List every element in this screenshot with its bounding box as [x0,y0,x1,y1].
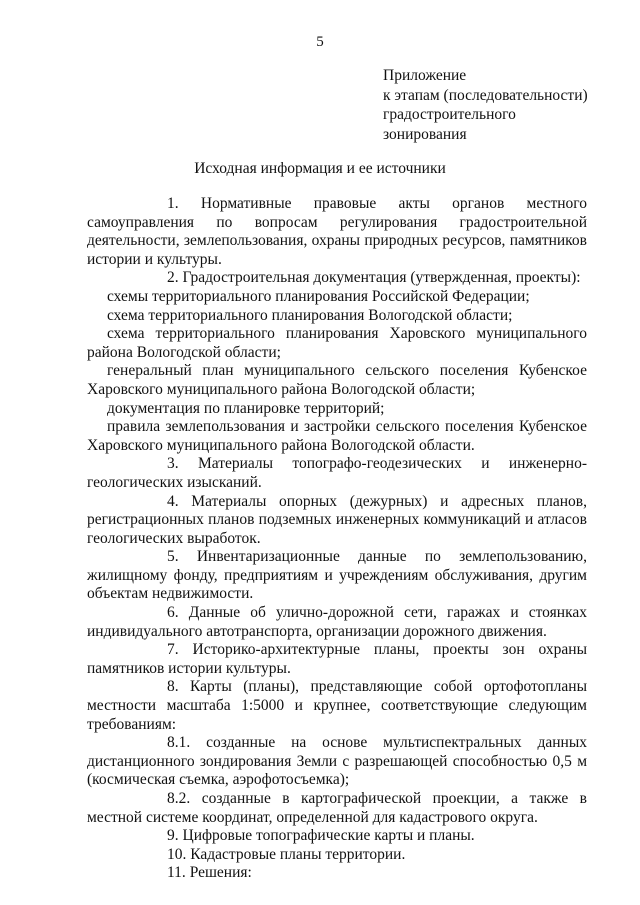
item-number: 8.2. [167,790,191,807]
item-text: Карты (планы), представляющие собой ортофотопланы местности масштаба 1:5000 и крупнее, соответствующие следующим требованиям: [87,678,587,733]
paragraph-2 [87,269,587,288]
item-text: Инвентаризационные данные по землепользованию, жилищному фонду, предприятиям и учреждениям обслуживания, другим объектам недвижимости. [87,548,588,603]
item-number: 6. [167,604,179,622]
item-text: Градостроительная документация (утвержденная, проекты): [182,269,581,287]
item-text: Цифровые топографические карты и планы. [182,827,475,845]
paragraph-9 [87,827,587,846]
paragraph-5 [87,548,587,604]
item-text: созданные на основе мультиспектральных данных дистанционного зондирования Земли с разрешающей способностью 0,5 м (космическая съемка, аэрофотосъемка); [87,734,588,789]
paragraph-10 [87,846,587,865]
item-number: 1. [167,195,179,212]
item-text: схемы территориального планирования Российской Федерации; [107,287,530,305]
item-number: 3. [167,455,179,473]
section-heading: Исходная информация и ее источники [194,160,446,177]
item-text: правила землепользования и застройки сельского поселения Кубенское Харовского муниципального района Вологодской области. [87,418,587,454]
paragraph-2-sub [87,307,587,326]
item-text: Историко-архитектурные планы, проекты зон охраны памятников истории культуры. [87,641,588,677]
item-text: документация по планировке территорий; [107,399,385,417]
paragraph-6 [87,604,587,641]
item-number: 2. [167,269,179,287]
paragraph-1 [87,195,587,269]
paragraph-11 [87,864,587,883]
item-number: 5. [167,548,179,566]
paragraph-8-2 [87,790,587,827]
item-text: схема территориального планирования Вологодской области; [107,306,513,324]
item-number: 7. [167,641,179,659]
body-text [87,195,587,883]
appendix-line: к этапам (последовательности) [383,86,588,104]
appendix-block [383,66,588,144]
paragraph-2-sub [87,325,587,362]
paragraph-8-1 [87,734,587,790]
paragraph-3 [87,455,587,492]
appendix-line: градостроительного [383,106,516,123]
item-number: 8. [167,678,179,696]
paragraph-2-sub [87,362,587,399]
item-text: генеральный план муниципального сельского поселения Кубенское Харовского муниципального района Вологодской области; [87,362,587,398]
item-text: Нормативные правовые акты органов местного самоуправления по вопросам регулирования градостроительной деятельности, землепользования, охраны природных ресурсов, памятников истории и культуры. [87,195,588,268]
paragraph-8 [87,678,587,734]
item-text: созданные в картографической проекции, а также в местной системе координат, определенной для кадастрового округа. [87,790,587,826]
paragraph-4 [87,493,587,549]
item-text: Решения: [189,864,252,882]
item-number: 4. [167,492,179,510]
item-text: Материалы топографо-геодезических и инженерно-геологических изысканий. [87,455,587,491]
item-text: Кадастровые планы территории. [190,845,406,863]
item-number: 10. [167,845,187,863]
item-text: схема территориального планирования Харовского муниципального района Вологодской области; [87,325,587,361]
appendix-line: зонирования [383,125,467,143]
item-text: Данные об улично-дорожной сети, гаражах и стоянках индивидуального автотранспорта, организации дорожного движения. [87,604,587,640]
page-number: 5 [316,34,324,50]
item-number: 11. [167,864,186,882]
item-number: 8.1. [167,734,191,752]
appendix-line: Приложение [383,67,467,84]
item-text: Материалы опорных (дежурных) и адресных планов, регистрационных планов подземных инженерных коммуникаций и атласов геологических выработок. [87,492,587,547]
item-number: 9. [167,827,179,845]
paragraph-7 [87,641,587,678]
paragraph-2-sub [87,288,587,307]
paragraph-2-sub [87,418,587,455]
paragraph-2-sub [87,400,587,419]
